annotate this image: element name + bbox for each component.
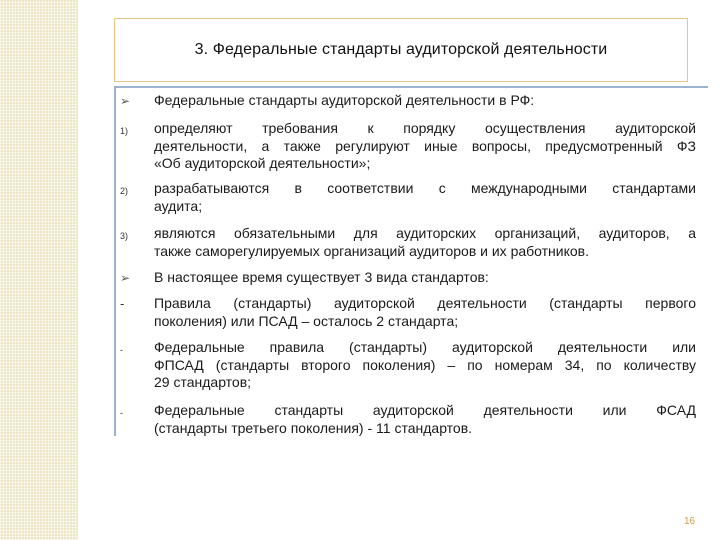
arrow-bullet-icon: ➢ (120, 271, 131, 285)
title-box (114, 18, 688, 82)
text-line: В настоящее время существует 3 вида стандартов: (154, 269, 489, 285)
text-line: аудита; (154, 197, 203, 214)
item-text (154, 339, 696, 392)
text-line: также саморегулируемых организаций аудиторов и их работников. (154, 242, 590, 259)
text-line: ФПСАД (стандарты второго поколения) – по номерам 34, по количеству (154, 356, 696, 373)
slide-title: 3. Федеральные стандарты аудиторской деятельности (194, 41, 608, 58)
content-box (114, 86, 708, 436)
item-text (154, 120, 696, 173)
item-text (154, 269, 696, 287)
text-line: поколения) или ПСАД – осталось 2 стандарта; (154, 312, 459, 329)
text-line: Правила (стандарты) аудиторской деятельности (стандарты первого (154, 295, 696, 311)
item-text (154, 225, 696, 260)
text-line: Федеральные правила (стандарты) аудиторской деятельности или (154, 339, 696, 355)
text-line: «Об аудиторской деятельности»; (154, 155, 371, 171)
text-line: (стандарты третьего поколения) - 11 стандартов. (154, 419, 473, 436)
item-text (154, 402, 696, 437)
text-line: Федеральные стандарты аудиторской деятельности в РФ: (154, 92, 535, 108)
arrow-bullet-icon: ➢ (120, 94, 131, 108)
text-line: определяют требования к порядку осуществления аудиторской (154, 120, 696, 136)
text-line: 29 стандартов; (154, 374, 252, 390)
decorative-side-strip (0, 0, 78, 540)
list-number: 3) (120, 231, 129, 241)
list-number: 1) (120, 126, 129, 136)
text-line: разрабатываются в соответствии с международными стандартами (154, 180, 696, 196)
text-line: деятельности, а также регулируют иные вопросы, предусмотренный ФЗ (154, 137, 696, 154)
item-text (154, 295, 696, 330)
item-text (154, 180, 696, 215)
page-number: 16 (684, 516, 696, 527)
dash-bullet: - (120, 345, 123, 355)
text-line: Федеральные стандарты аудиторской деятельности или ФСАД (154, 402, 696, 418)
text-line: являются обязательными для аудиторских организаций, аудиторов, а (154, 225, 696, 241)
dash-bullet: - (120, 296, 125, 311)
dash-bullet: - (120, 408, 123, 418)
list-number: 2) (120, 186, 129, 196)
item-text (154, 92, 696, 110)
